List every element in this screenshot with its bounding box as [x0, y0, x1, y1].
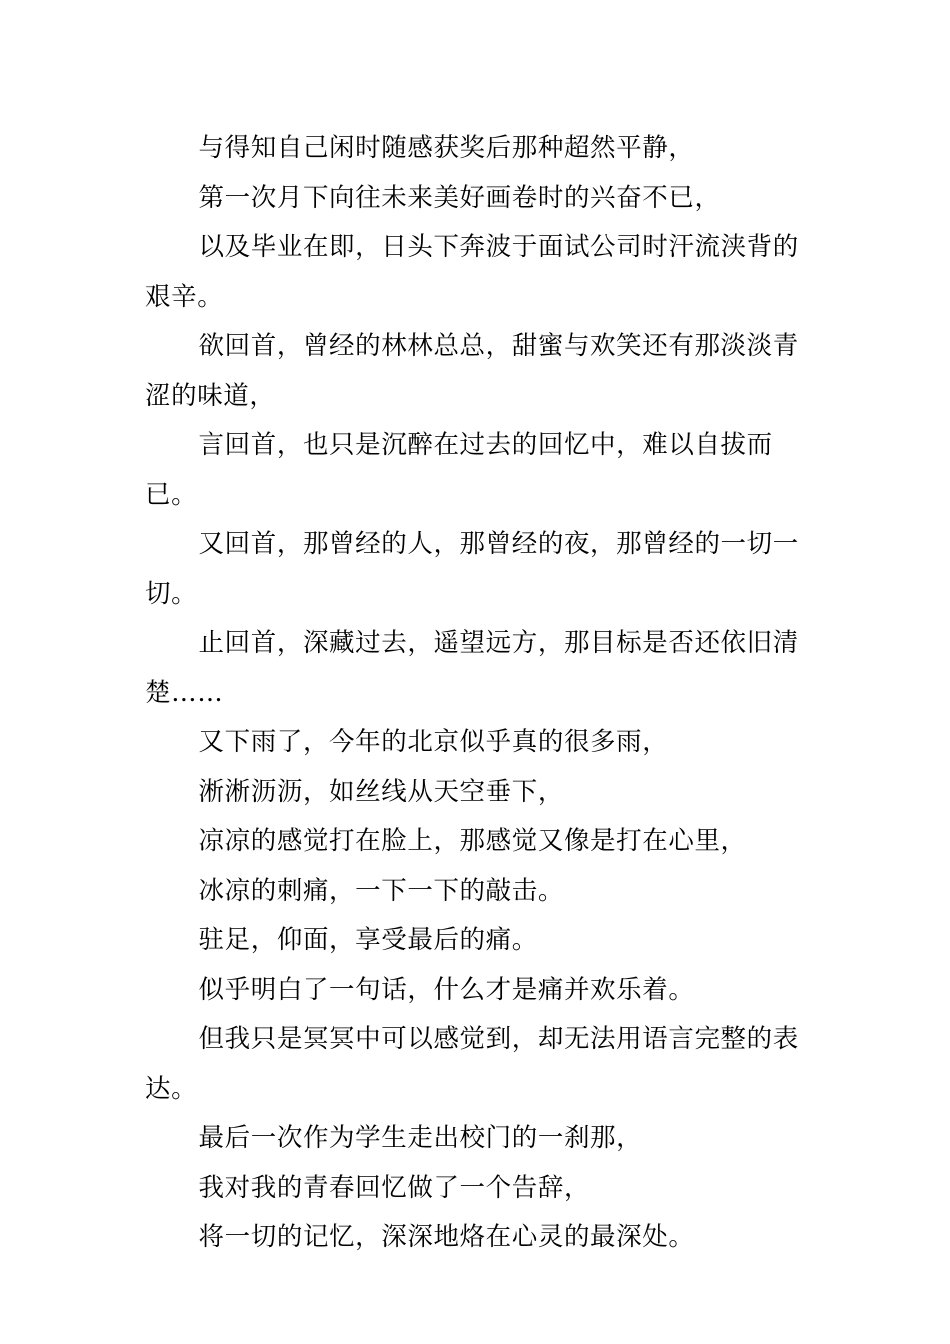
paragraph-11: 冰凉的刺痛，一下一下的敲击。 [198, 875, 564, 906]
paragraph-14: 但我只是冥冥中可以感觉到，却无法用语言完整的表达。 [145, 1024, 799, 1104]
paragraph-1: 与得知自己闲时随感获奖后那种超然平静， [198, 133, 695, 163]
paragraph-15: 最后一次作为学生走出校门的一刹那， [198, 1123, 643, 1153]
body-text [145, 124, 809, 1263]
paragraph-9: 淅淅沥沥，如丝线从天空垂下， [198, 776, 564, 807]
paragraph-10: 凉凉的感觉打在脸上，那感觉又像是打在心里， [198, 826, 747, 856]
paragraph-8: 又下雨了，今年的北京似乎真的很多雨， [198, 727, 669, 757]
paragraph-6: 又回首，那曾经的人，那曾经的夜，那曾经的一切一切。 [145, 529, 799, 609]
paragraph-5: 言回首，也只是沉醉在过去的回忆中，难以自拔而已。 [145, 430, 773, 510]
paragraph-16: 我对我的青春回忆做了一个告辞， [198, 1172, 591, 1203]
paragraph-13: 似乎明白了一句话，什么才是痛并欢乐着。 [198, 974, 695, 1005]
paragraph-17: 将一切的记忆，深深地烙在心灵的最深处。 [198, 1222, 695, 1252]
paragraph-4: 欲回首，曾经的林林总总，甜蜜与欢笑还有那淡淡青涩的味道， [145, 331, 799, 411]
paragraph-3: 以及毕业在即，日头下奔波于面试公司时汗流浃背的艰辛。 [145, 232, 799, 312]
paragraph-7: 止回首，深藏过去，遥望远方，那目标是否还依旧清楚…… [145, 628, 799, 708]
paragraph-2: 第一次月下向往未来美好画卷时的兴奋不已， [198, 182, 721, 213]
paragraph-12: 驻足，仰面，享受最后的痛。 [198, 925, 538, 955]
